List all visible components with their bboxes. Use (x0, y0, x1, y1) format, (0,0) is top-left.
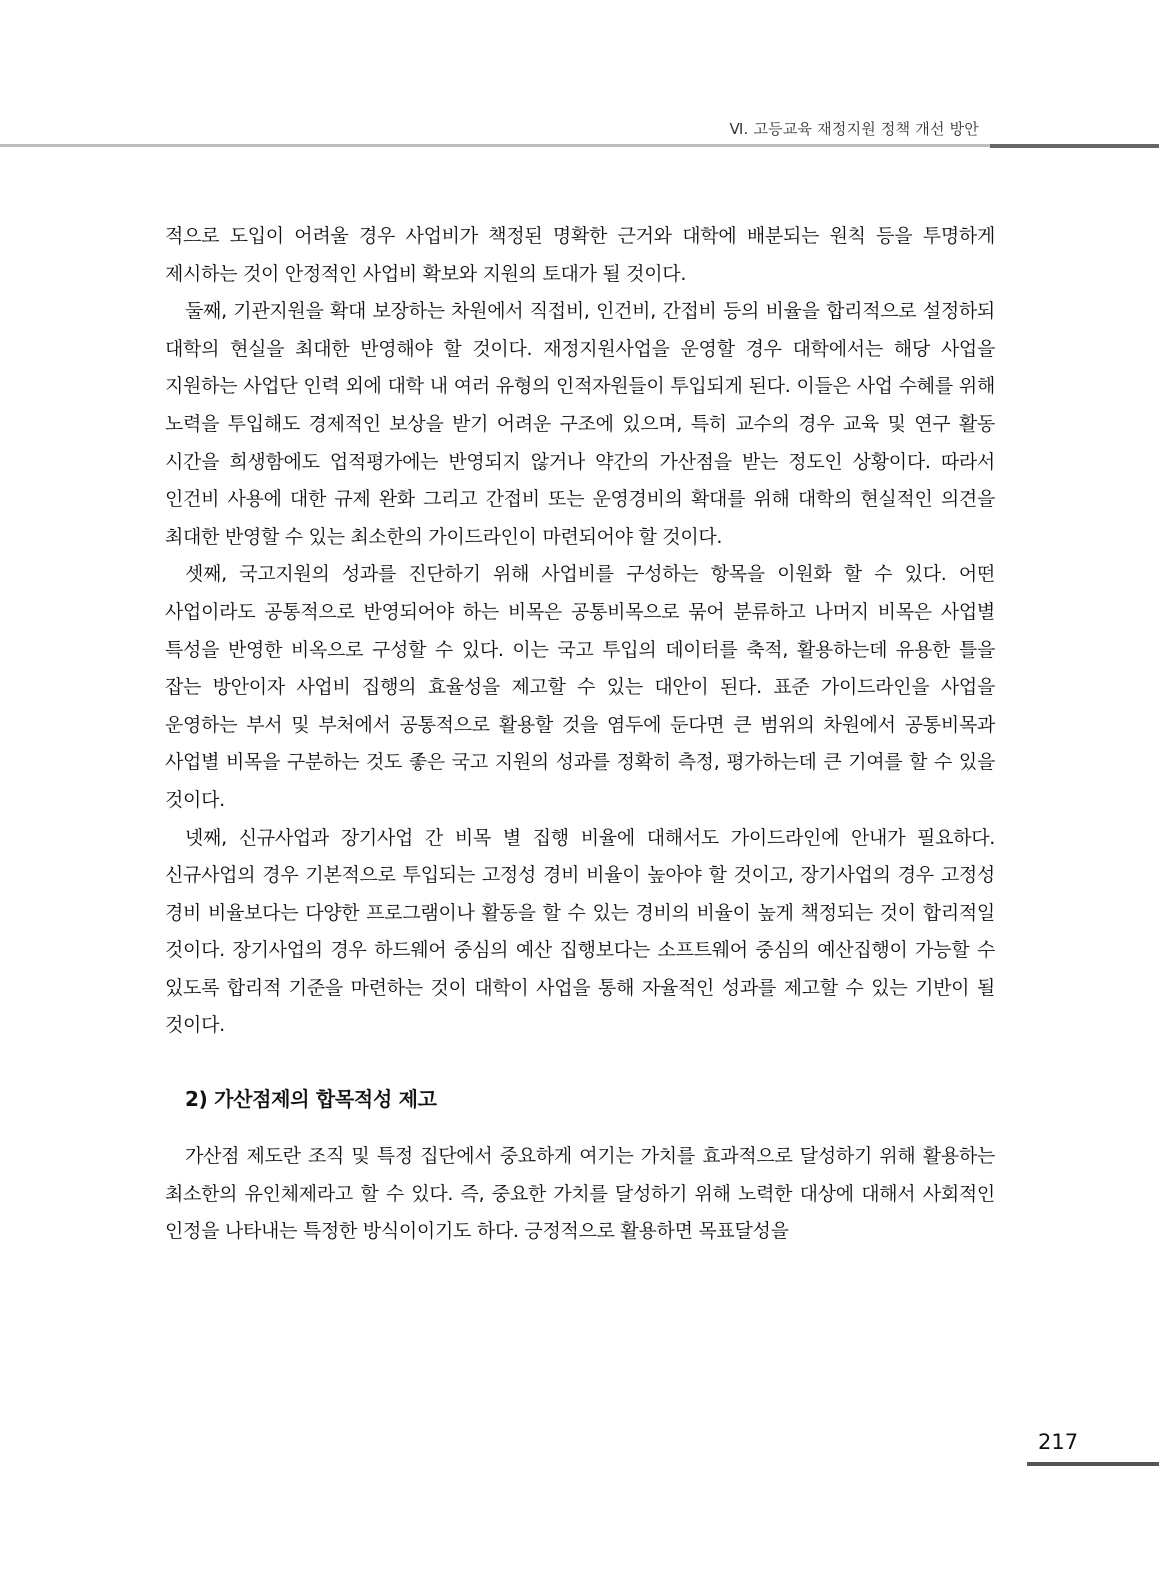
running-header: Ⅵ. 고등교육 재정지원 정책 개선 방안 (729, 120, 979, 138)
body-text (165, 218, 995, 1251)
section-heading: 2) 가산점제의 합목적성 제고 (185, 1087, 437, 1112)
footer-rule (1027, 1462, 1159, 1466)
header-rule (0, 144, 1159, 147)
paragraph-continuation: 적으로 도입이 어려울 경우 사업비가 책정된 명확한 근거와 대학에 배분되는 원칙 등을 투명하게 제시하는 것이 안정적인 사업비 확보와 지원의 토대가 될 것이다. (165, 225, 995, 285)
header-rule-accent (990, 144, 1159, 148)
page-number: 217 (1038, 1430, 1079, 1454)
paragraph-second: 둘째, 기관지원을 확대 보장하는 차원에서 직접비, 인건비, 간접비 등의 비율을 합리적으로 설정하되 대학의 현실을 최대한 반영해야 할 것이다. 재정지원사업을 운영할 경우 대학에서는 해당 사업을 지원하는 사업단 인력 외에 대학 내 여러 유형의 인적자원들이 투입되게 된다. 이들은 사업 수혜를 위해 노력을 투입해도 경제적인 보상을 받기 어려운 구조에 있으며, 특히 교수의 경우 교육 및 연구 활동 시간을 희생함에도 업적평가에는 반영되지 않거나 약간의 가산점을 받는 정도인 상황이다. 따라서 인건비 사용에 대한 규제 완화 그리고 간접비 또는 운영경비의 확대를 위해 대학의 현실적인 의견을 최대한 반영할 수 있는 최소한의 가이드라인이 마련되어야 할 것이다. (165, 300, 995, 548)
paragraph-bonus-points: 가산점 제도란 조직 및 특정 집단에서 중요하게 여기는 가치를 효과적으로 달성하기 위해 활용하는 최소한의 유인체제라고 할 수 있다. 즉, 중요한 가치를 달성하기 위해 노력한 대상에 대해서 사회적인 인정을 나타내는 특정한 방식이이기도 하다. 긍정적으로 활용하면 목표달성을 (165, 1145, 995, 1243)
paragraph-third: 셋째, 국고지원의 성과를 진단하기 위해 사업비를 구성하는 항목을 이원화 할 수 있다. 어떤 사업이라도 공통적으로 반영되어야 하는 비목은 공통비목으로 묶어 분류하고 나머지 비목은 사업별 특성을 반영한 비옥으로 구성할 수 있다. 이는 국고 투입의 데이터를 축적, 활용하는데 유용한 틀을 잡는 방안이자 사업비 집행의 효율성을 제고할 수 있는 대안이 된다. 표준 가이드라인을 사업을 운영하는 부서 및 부처에서 공통적으로 활용할 것을 염두에 둔다면 큰 범위의 차원에서 공통비목과 사업별 비목을 구분하는 것도 좋은 국고 지원의 성과를 정확히 측정, 평가하는데 큰 기여를 할 수 있을 것이다. (165, 563, 995, 811)
paragraph-fourth: 넷째, 신규사업과 장기사업 간 비목 별 집행 비율에 대해서도 가이드라인에 안내가 필요하다. 신규사업의 경우 기본적으로 투입되는 고정성 경비 비율이 높아야 할 것이고, 장기사업의 경우 고정성 경비 비율보다는 다양한 프로그램이나 활동을 할 수 있는 경비의 비율이 높게 책정되는 것이 합리적일 것이다. 장기사업의 경우 하드웨어 중심의 예산 집행보다는 소프트웨어 중심의 예산집행이 가능할 수 있도록 합리적 기준을 마련하는 것이 대학이 사업을 통해 자율적인 성과를 제고할 수 있는 기반이 될 것이다. (165, 826, 995, 1037)
